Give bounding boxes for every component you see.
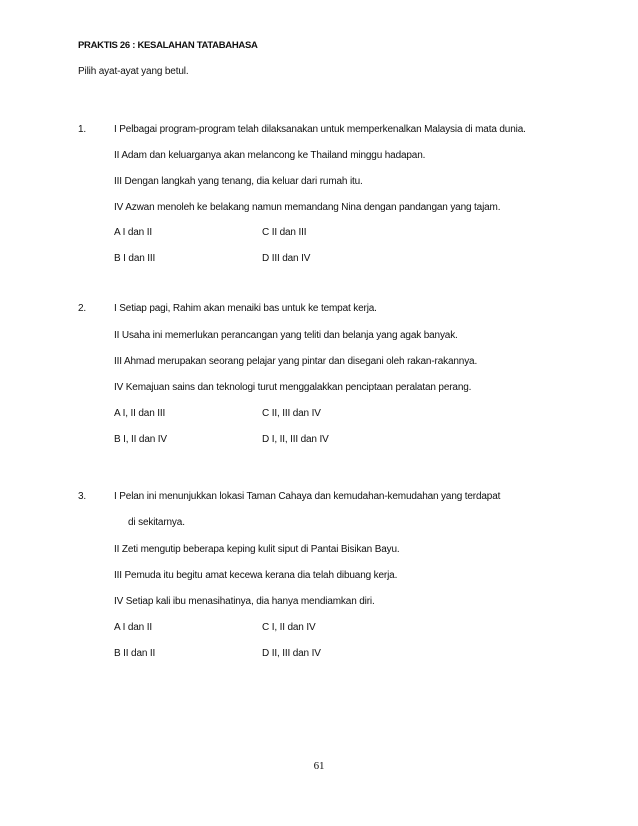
page-title: PRAKTIS 26 : KESALAHAN TATABAHASA [78,40,258,51]
question-1-option-c: C II dan III [262,227,307,238]
question-3-statement-1: I Pelan ini menunjukkan lokasi Taman Cahaya dan kemudahan-kemudahan yang terdapat [114,491,501,502]
question-3-statement-1-continuation: di sekitarnya. [128,517,185,528]
question-2-statement-4: IV Kemajuan sains dan teknologi turut menggalakkan penciptaan peralatan perang. [114,382,472,393]
question-3-statement-2: II Zeti mengutip beberapa keping kulit siput di Pantai Bisikan Bayu. [114,544,400,555]
question-3-option-b: B II dan II [114,648,156,659]
question-1-option-b: B I dan III [114,253,156,264]
question-3-option-a: A I dan II [114,622,152,633]
question-3-number: 3. [78,491,87,502]
question-1-statement-2: II Adam dan keluarganya akan melancong ke Thailand minggu hadapan. [114,150,426,161]
question-2-option-a: A I, II dan III [114,408,166,419]
question-3-statement-3: III Pemuda itu begitu amat kecewa kerana dia telah dibuang kerja. [114,570,398,581]
question-2-statement-1: I Setiap pagi, Rahim akan menaiki bas untuk ke tempat kerja. [114,303,377,314]
question-1-statement-3: III Dengan langkah yang tenang, dia keluar dari rumah itu. [114,176,363,187]
instruction-text: Pilih ayat-ayat yang betul. [78,66,189,77]
question-2-option-b: B I, II dan IV [114,434,167,445]
question-1-option-a: A I dan II [114,227,152,238]
page-number: 61 [313,760,325,772]
question-1-statement-4: IV Azwan menoleh ke belakang namun memandang Nina dengan pandangan yang tajam. [114,202,501,213]
question-2-statement-3: III Ahmad merupakan seorang pelajar yang pintar dan disegani oleh rakan-rakannya. [114,356,478,367]
question-1-option-d: D III dan IV [262,253,311,264]
question-3-option-d: D II, III dan IV [262,648,321,659]
question-1-number: 1. [78,124,87,135]
question-2-option-c: C II, III dan IV [262,408,321,419]
question-1-statement-1: I Pelbagai program-program telah dilaksanakan untuk memperkenalkan Malaysia di mata dunia. [114,124,526,135]
question-2-option-d: D I, II, III dan IV [262,434,329,445]
question-2-statement-2: II Usaha ini memerlukan perancangan yang teliti dan belanja yang agak banyak. [114,330,458,341]
question-3-option-c: C I, II dan IV [262,622,316,633]
question-3-statement-4: IV Setiap kali ibu menasihatinya, dia hanya mendiamkan diri. [114,596,375,607]
question-2-number: 2. [78,303,87,314]
